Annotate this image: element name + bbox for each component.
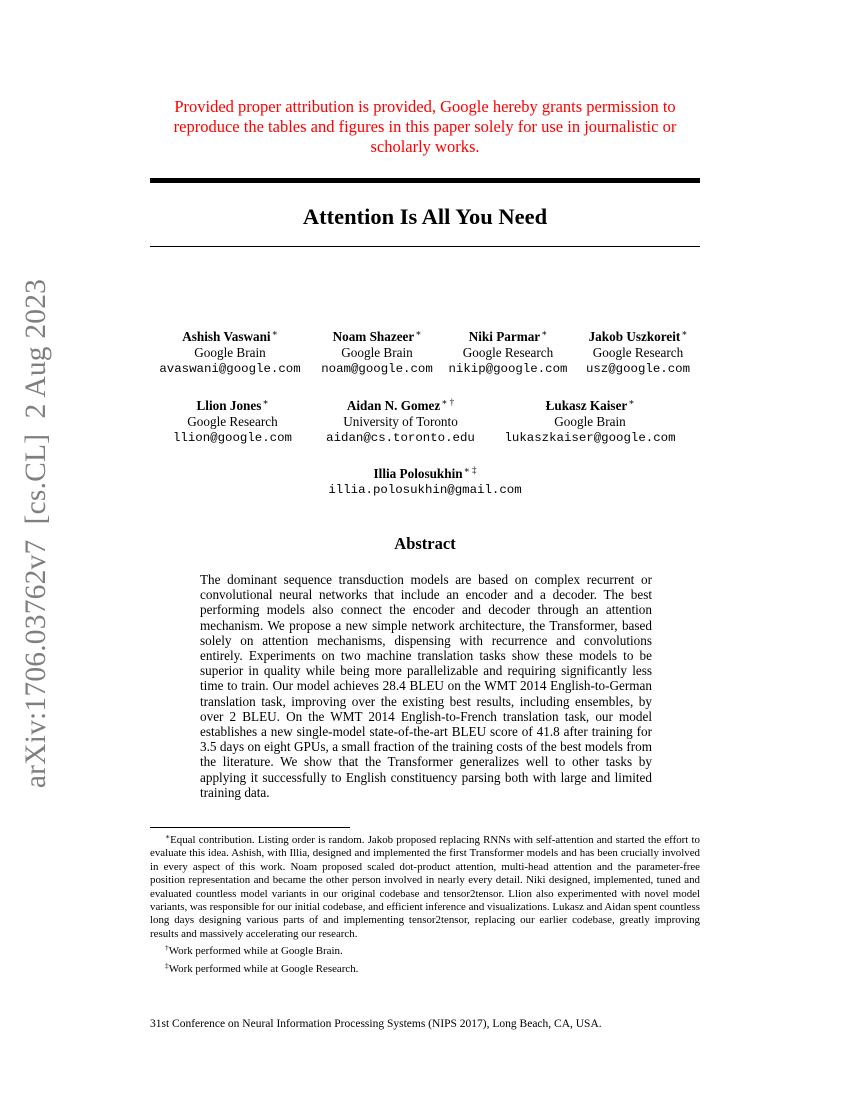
author-name: Aidan N. Gomez	[346, 398, 441, 413]
title-top-rule	[150, 178, 700, 183]
author-name: Illia Polosukhin	[373, 466, 463, 481]
author-block	[155, 325, 305, 377]
footnote-item	[150, 830, 700, 941]
author-block	[318, 394, 483, 446]
author-block	[443, 325, 573, 377]
author-marks: ∗	[541, 328, 548, 338]
footnote-text: Work performed while at Google Brain.	[168, 945, 343, 958]
author-email[interactable]: lukaszkaiser@google.com	[504, 431, 676, 445]
footnote-item	[150, 941, 700, 958]
author-marks: ∗	[681, 328, 688, 338]
author-email[interactable]: nikip@google.com	[448, 362, 568, 376]
author-block	[310, 462, 540, 498]
footnote-mark: ‡	[165, 960, 169, 970]
footnote-rule	[150, 827, 350, 828]
author-name: Llion Jones	[196, 398, 262, 413]
paper-title: Attention Is All You Need	[302, 204, 548, 229]
footnote-mark: ∗	[165, 832, 171, 841]
footnote-text: Equal contribution. Listing order is random. Jakob proposed replacing RNNs with self-attention and started the effort to evaluate this idea. Ashish, with Illia, designed and implemented the first Transformer models and has been crucially involved in every aspect of this work. Noam proposed scaled dot-product attention, multi-head attention and the parameter-free position representation and became the other person involved in nearly every detail. Niki designed, implemented, tuned and evaluated countless model variants in our original codebase and tensor2tensor. Llion also experimented with novel model variants, was responsible for our initial codebase, and efficient inference and visualizations. Lukasz and Aidan spent countless long days designing various parts of and implementing tensor2tensor, replacing our earlier codebase, greatly improving results and massively accelerating our research.	[150, 834, 700, 940]
author-email[interactable]: usz@google.com	[585, 362, 691, 376]
abstract-body: The dominant sequence transduction models are based on complex recurrent or convolutional neural networks that include an encoder and a decoder. The best performing models also connect the encoder and decoder through an attention mechanism. We propose a new simple network architecture, the Transformer, based solely on attention mechanisms, dispensing with recurrence and convolutions entirely. Experiments on two machine translation tasks show these models to be superior in quality while being more parallelizable and requiring significantly less time to train. Our model achieves 28.4 BLEU on the WMT 2014 English-to-German translation task, improving over the existing best results, including ensembles, by over 2 BLEU. On the WMT 2014 English-to-French translation task, our model establishes a new single-model state-of-the-art BLEU score of 41.8 after training for 3.5 days on eight GPUs, a small fraction of the training costs of the best models from the literature. We show that the Transformer generalizes well to other tasks by applying it successfully to English constituency parsing both with large and limited training data.	[200, 572, 652, 800]
author-block	[312, 325, 442, 377]
author-marks: ∗ ‡	[463, 465, 477, 475]
author-name: Ashish Vaswani	[182, 329, 271, 344]
arxiv-side-stamp	[14, 278, 60, 789]
author-affiliation: Google Brain	[341, 345, 413, 360]
footnote-mark: †	[165, 943, 169, 953]
author-marks: ∗	[628, 397, 635, 407]
author-email[interactable]: llion@google.com	[173, 431, 292, 445]
footnote-item	[150, 959, 700, 976]
footnotes	[150, 830, 700, 976]
footnote-text: Work performed while at Google Research.	[168, 962, 359, 975]
author-email[interactable]: aidan@cs.toronto.edu	[326, 431, 475, 445]
author-block	[500, 394, 680, 446]
author-block	[160, 394, 305, 446]
author-email[interactable]: illia.polosukhin@gmail.com	[328, 483, 522, 497]
abstract-heading: Abstract	[394, 534, 456, 553]
author-affiliation: Google Research	[187, 414, 278, 429]
conference-note: 31st Conference on Neural Information Processing Systems (NIPS 2017), Long Beach, CA, USA.	[150, 1018, 602, 1030]
author-block	[578, 325, 698, 377]
author-name: Łukasz Kaiser	[545, 398, 628, 413]
author-name: Noam Shazeer	[332, 329, 415, 344]
author-marks: ∗	[271, 328, 278, 338]
author-email[interactable]: avaswani@google.com	[159, 362, 301, 376]
author-name: Jakob Uszkoreit	[588, 329, 681, 344]
author-affiliation: Google Research	[462, 345, 554, 360]
author-marks: ∗	[262, 397, 269, 407]
permission-notice: Provided proper attribution is provided, Google hereby grants permission to reproduce the tables and figures in this paper solely for use in journalistic or scholarly works.	[173, 97, 677, 156]
author-marks: ∗	[415, 328, 422, 338]
author-affiliation: Google Brain	[554, 414, 626, 429]
author-affiliation: Google Brain	[194, 345, 266, 360]
author-marks: ∗ †	[441, 397, 455, 407]
title-bottom-rule	[150, 246, 700, 247]
author-name: Niki Parmar	[468, 329, 541, 344]
author-affiliation: Google Research	[592, 345, 684, 360]
arxiv-identifier: arXiv:1706.03762v7 [cs.CL] 2 Aug 2023	[20, 278, 53, 789]
author-email[interactable]: noam@google.com	[321, 362, 433, 376]
author-affiliation: University of Toronto	[343, 414, 458, 429]
